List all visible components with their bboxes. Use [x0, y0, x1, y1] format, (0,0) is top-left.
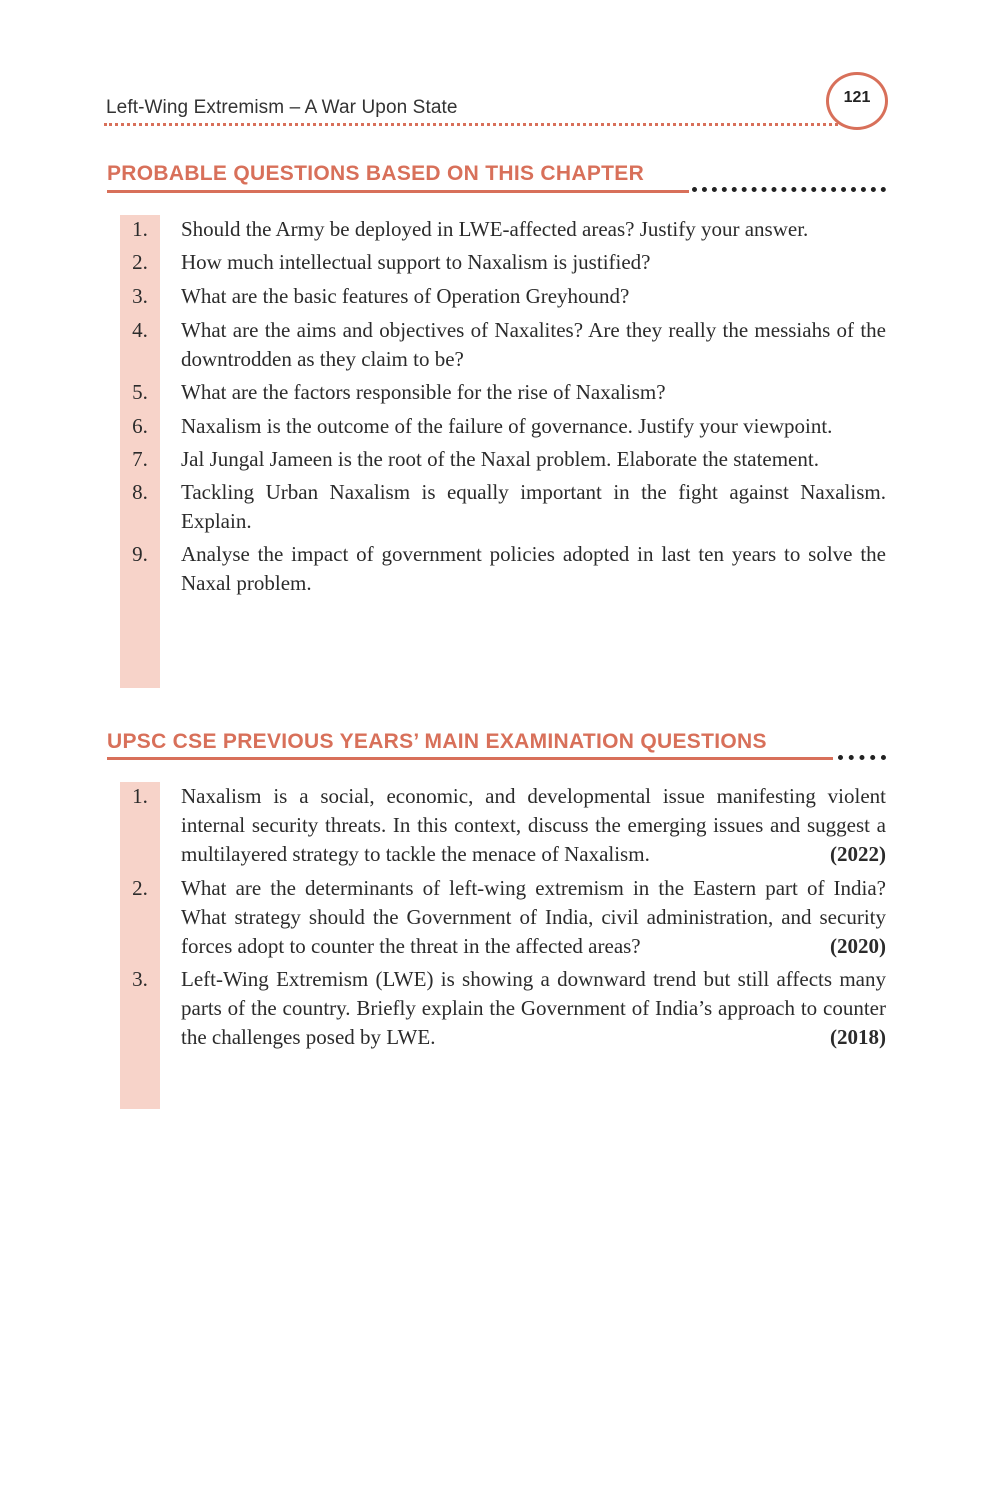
section-dots-probable: [692, 187, 886, 192]
question-text: Tackling Urban Naxalism is equally important in the fight against Naxalism. Explain.: [181, 480, 886, 533]
question-number: 2.: [132, 250, 148, 274]
page-number-badge: [826, 72, 888, 130]
header-dotted-rule: [104, 123, 844, 126]
question-text: Jal Jungal Jameen is the root of the Naxal problem. Elaborate the statement.: [181, 447, 819, 471]
question-number: 2.: [132, 876, 148, 900]
section-title-previous: UPSC CSE PREVIOUS YEARS’ MAIN EXAMINATION QUESTIONS: [107, 730, 767, 753]
question-number: 8.: [132, 480, 148, 504]
question-number: 3.: [132, 284, 148, 308]
question-text: [181, 965, 886, 1052]
list-item: [120, 540, 886, 598]
question-text: What are the factors responsible for the rise of Naxalism?: [181, 380, 666, 404]
question-body: What are the determinants of left-wing extremism in the Eastern part of India? What strategy should the Government of India, civil administration, and security forces adopt to counter the threat in the affected areas?: [181, 876, 886, 958]
question-number: 5.: [132, 380, 148, 404]
list-item: [120, 478, 886, 536]
question-text: How much intellectual support to Naxalism is justified?: [181, 250, 651, 274]
section-underline-previous: [107, 757, 833, 760]
probable-questions-list: [120, 215, 886, 598]
question-number: 1.: [132, 784, 148, 808]
question-number: 6.: [132, 414, 148, 438]
question-text: [181, 782, 886, 869]
list-item: [120, 282, 886, 311]
list-item: [120, 965, 886, 1052]
section-dots-previous: [838, 755, 886, 760]
question-text: Naxalism is the outcome of the failure of governance. Justify your viewpoint.: [181, 414, 833, 438]
exam-year: (2022): [830, 842, 886, 866]
question-number: 9.: [132, 542, 148, 566]
question-number: 1.: [132, 217, 148, 241]
list-item: [120, 412, 886, 441]
previous-questions-list: [120, 782, 886, 1052]
question-number: 4.: [132, 318, 148, 342]
question-number: 3.: [132, 967, 148, 991]
list-item: [120, 316, 886, 374]
running-title: Left-Wing Extremism – A War Upon State: [106, 97, 458, 118]
question-number: 7.: [132, 447, 148, 471]
question-body: Naxalism is a social, economic, and developmental issue manifesting violent internal security threats. In this context, discuss the emerging issues and suggest a multilayered strategy to tackle the menace of Naxalism.: [181, 784, 886, 866]
exam-year: (2018): [830, 1025, 886, 1049]
question-body: Left-Wing Extremism (LWE) is showing a downward trend but still affects many parts of the country. Briefly explain the Government of India’s approach to counter the challenges posed by LWE.: [181, 967, 886, 1049]
question-text: [181, 874, 886, 961]
question-text: What are the basic features of Operation Greyhound?: [181, 284, 630, 308]
question-text: Should the Army be deployed in LWE-affected areas? Justify your answer.: [181, 217, 809, 241]
list-item: [120, 378, 886, 407]
list-item: [120, 445, 886, 474]
list-item: [120, 874, 886, 961]
list-item: [120, 215, 886, 244]
section-underline-probable: [107, 190, 689, 193]
question-text: What are the aims and objectives of Naxalites? Are they really the messiahs of the downtrodden as they claim to be?: [181, 318, 886, 371]
exam-year: (2020): [830, 934, 886, 958]
page-number: 121: [843, 89, 871, 106]
section-title-probable: PROBABLE QUESTIONS BASED ON THIS CHAPTER: [107, 162, 645, 185]
list-item: [120, 248, 886, 277]
question-text: Analyse the impact of government policies adopted in last ten years to solve the Naxal problem.: [181, 542, 886, 595]
list-item: [120, 782, 886, 869]
